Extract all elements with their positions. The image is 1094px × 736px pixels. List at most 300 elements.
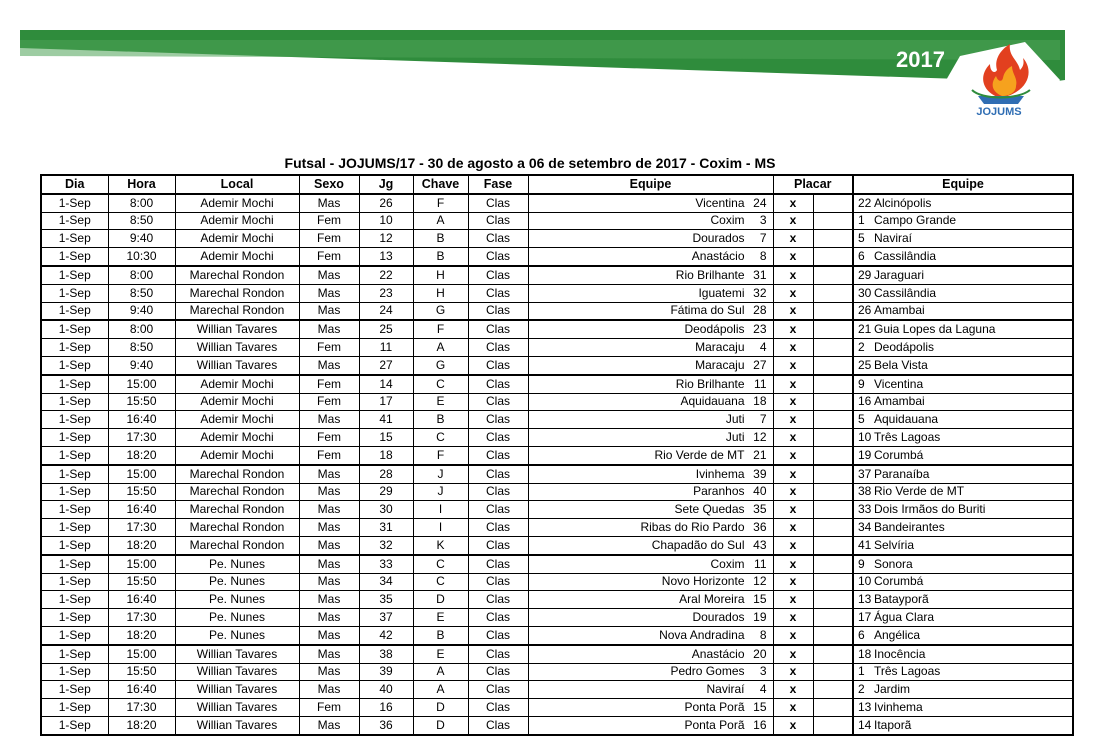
cell-local: Marechal Rondon <box>175 302 299 320</box>
cell-fase: Clas <box>468 212 528 230</box>
team2-name: Itaporã <box>874 717 912 732</box>
col-header-sexo: Sexo <box>299 175 359 194</box>
team1-name: Paranhos <box>693 484 745 499</box>
cell-dia: 1-Sep <box>41 393 108 411</box>
cell-equipe-1 <box>528 302 773 320</box>
cell-jg: 24 <box>359 302 413 320</box>
cell-sexo: Mas <box>299 716 359 734</box>
team2-name: Amambai <box>874 303 925 318</box>
team1-name: Pedro Gomes <box>670 664 745 679</box>
team2-number: 17 <box>858 610 872 625</box>
cell-placar-x: x <box>773 446 813 464</box>
cell-hora: 18:20 <box>108 626 175 644</box>
cell-local: Ademir Mochi <box>175 393 299 411</box>
cell-equipe-2 <box>853 446 1073 464</box>
cell-equipe-2 <box>853 411 1073 429</box>
table-row <box>41 230 1073 248</box>
col-header-equipe-1: Equipe <box>528 175 773 194</box>
col-header-local: Local <box>175 175 299 194</box>
team2-number: 16 <box>858 394 872 409</box>
team1-name: Ivinhema <box>695 466 745 481</box>
cell-hora: 10:30 <box>108 248 175 266</box>
cell-local: Pe. Nunes <box>175 555 299 573</box>
team1-number: 20 <box>753 646 767 661</box>
team1-number: 36 <box>753 520 767 535</box>
cell-fase: Clas <box>468 609 528 627</box>
cell-jg: 33 <box>359 555 413 573</box>
team2-number: 38 <box>858 484 872 499</box>
cell-local: Marechal Rondon <box>175 284 299 302</box>
team1-number: 8 <box>759 249 767 264</box>
cell-chave: G <box>413 302 468 320</box>
cell-hora: 15:50 <box>108 663 175 681</box>
team1-number: 18 <box>753 394 767 409</box>
team1-number: 40 <box>753 484 767 499</box>
cell-placar-x: x <box>773 699 813 717</box>
cell-sexo: Fem <box>299 212 359 230</box>
cell-chave: D <box>413 591 468 609</box>
cell-equipe-2 <box>853 248 1073 266</box>
cell-chave: E <box>413 393 468 411</box>
cell-hora: 16:40 <box>108 411 175 429</box>
team1-name: Deodápolis <box>684 322 745 337</box>
cell-hora: 15:50 <box>108 573 175 591</box>
cell-fase: Clas <box>468 573 528 591</box>
cell-equipe-1 <box>528 716 773 734</box>
cell-hora: 17:30 <box>108 519 175 537</box>
team1-number: 12 <box>753 574 767 589</box>
cell-jg: 37 <box>359 609 413 627</box>
team2-name: Campo Grande <box>874 213 957 228</box>
table-row <box>41 519 1073 537</box>
cell-sexo: Mas <box>299 645 359 663</box>
table-row <box>41 339 1073 357</box>
team1-name: Vicentina <box>695 195 745 210</box>
cell-jg: 23 <box>359 284 413 302</box>
cell-fase: Clas <box>468 536 528 554</box>
cell-jg: 28 <box>359 465 413 483</box>
table-row <box>41 194 1073 212</box>
team2-number: 6 <box>858 249 865 264</box>
cell-hora: 17:30 <box>108 699 175 717</box>
cell-local: Marechal Rondon <box>175 501 299 519</box>
cell-dia: 1-Sep <box>41 536 108 554</box>
cell-placar-blank <box>813 483 853 501</box>
col-header-jg: Jg <box>359 175 413 194</box>
cell-local: Willian Tavares <box>175 681 299 699</box>
cell-hora: 15:00 <box>108 465 175 483</box>
team2-name: Guia Lopes da Laguna <box>874 322 996 337</box>
cell-chave: J <box>413 465 468 483</box>
cell-placar-blank <box>813 465 853 483</box>
cell-hora: 18:20 <box>108 536 175 554</box>
cell-chave: A <box>413 681 468 699</box>
table-row <box>41 465 1073 483</box>
cell-placar-x: x <box>773 284 813 302</box>
cell-placar-x: x <box>773 626 813 644</box>
cell-placar-x: x <box>773 194 813 212</box>
cell-equipe-2 <box>853 194 1073 212</box>
cell-placar-blank <box>813 375 853 393</box>
cell-placar-blank <box>813 302 853 320</box>
cell-jg: 11 <box>359 339 413 357</box>
cell-equipe-1 <box>528 284 773 302</box>
team2-name: Rio Verde de MT <box>874 484 965 499</box>
cell-sexo: Mas <box>299 411 359 429</box>
cell-chave: J <box>413 483 468 501</box>
cell-equipe-1 <box>528 519 773 537</box>
table-row <box>41 248 1073 266</box>
cell-dia: 1-Sep <box>41 609 108 627</box>
cell-fase: Clas <box>468 446 528 464</box>
cell-jg: 15 <box>359 429 413 447</box>
cell-placar-x: x <box>773 681 813 699</box>
cell-equipe-2 <box>853 375 1073 393</box>
cell-chave: C <box>413 375 468 393</box>
team1-number: 11 <box>754 376 767 391</box>
cell-equipe-1 <box>528 266 773 284</box>
team1-number: 35 <box>753 502 767 517</box>
cell-placar-blank <box>813 212 853 230</box>
cell-placar-blank <box>813 339 853 357</box>
team2-name: Água Clara <box>874 610 935 625</box>
cell-dia: 1-Sep <box>41 681 108 699</box>
cell-equipe-1 <box>528 446 773 464</box>
team1-name: Ponta Porã <box>684 717 745 732</box>
cell-placar-x: x <box>773 465 813 483</box>
team1-name: Anastácio <box>691 646 745 661</box>
cell-sexo: Mas <box>299 465 359 483</box>
cell-dia: 1-Sep <box>41 212 108 230</box>
team1-name: Maracaju <box>695 340 745 355</box>
cell-sexo: Mas <box>299 483 359 501</box>
cell-equipe-2 <box>853 429 1073 447</box>
cell-fase: Clas <box>468 699 528 717</box>
cell-fase: Clas <box>468 626 528 644</box>
cell-placar-x: x <box>773 663 813 681</box>
cell-chave: B <box>413 230 468 248</box>
cell-chave: I <box>413 501 468 519</box>
cell-hora: 8:50 <box>108 212 175 230</box>
cell-equipe-1 <box>528 230 773 248</box>
cell-sexo: Mas <box>299 501 359 519</box>
cell-local: Ademir Mochi <box>175 212 299 230</box>
table-row <box>41 626 1073 644</box>
cell-chave: K <box>413 536 468 554</box>
page-title: Futsal - JOJUMS/17 - 30 de agosto a 06 de setembro de 2017 - Coxim - MS <box>284 155 776 171</box>
cell-equipe-1 <box>528 320 773 338</box>
cell-equipe-1 <box>528 536 773 554</box>
cell-chave: H <box>413 266 468 284</box>
team2-name: Cassilândia <box>874 249 937 264</box>
cell-equipe-1 <box>528 411 773 429</box>
cell-equipe-2 <box>853 536 1073 554</box>
cell-placar-blank <box>813 194 853 212</box>
cell-equipe-1 <box>528 573 773 591</box>
cell-fase: Clas <box>468 339 528 357</box>
cell-equipe-1 <box>528 609 773 627</box>
team1-number: 12 <box>753 430 767 445</box>
cell-dia: 1-Sep <box>41 446 108 464</box>
cell-local: Ademir Mochi <box>175 446 299 464</box>
cell-local: Willian Tavares <box>175 356 299 374</box>
cell-sexo: Mas <box>299 573 359 591</box>
cell-sexo: Mas <box>299 194 359 212</box>
cell-equipe-2 <box>853 609 1073 627</box>
cell-hora: 15:00 <box>108 645 175 663</box>
cell-fase: Clas <box>468 483 528 501</box>
cell-dia: 1-Sep <box>41 248 108 266</box>
cell-dia: 1-Sep <box>41 411 108 429</box>
team1-name: Maracaju <box>695 357 745 372</box>
team2-name: Deodápolis <box>874 340 935 355</box>
table-row <box>41 212 1073 230</box>
cell-local: Pe. Nunes <box>175 609 299 627</box>
team1-name: Juti <box>725 430 745 445</box>
schedule-table <box>40 174 1074 736</box>
team2-name: Corumbá <box>874 574 924 589</box>
cell-equipe-1 <box>528 248 773 266</box>
table-row <box>41 645 1073 663</box>
team2-number: 30 <box>858 285 872 300</box>
team2-name: Três Lagoas <box>874 664 941 679</box>
team2-number: 5 <box>858 231 865 246</box>
table-row <box>41 266 1073 284</box>
cell-placar-x: x <box>773 266 813 284</box>
table-row <box>41 536 1073 554</box>
cell-chave: C <box>413 555 468 573</box>
cell-fase: Clas <box>468 248 528 266</box>
cell-jg: 39 <box>359 663 413 681</box>
team2-name: Naviraí <box>874 231 913 246</box>
cell-placar-blank <box>813 248 853 266</box>
cell-local: Ademir Mochi <box>175 411 299 429</box>
cell-dia: 1-Sep <box>41 284 108 302</box>
cell-fase: Clas <box>468 645 528 663</box>
team2-number: 33 <box>858 502 872 517</box>
cell-placar-blank <box>813 393 853 411</box>
cell-placar-x: x <box>773 483 813 501</box>
team2-name: Batayporã <box>874 592 929 607</box>
cell-equipe-2 <box>853 212 1073 230</box>
cell-equipe-2 <box>853 716 1073 734</box>
cell-jg: 29 <box>359 483 413 501</box>
team2-number: 14 <box>858 717 872 732</box>
team2-name: Corumbá <box>874 447 924 462</box>
cell-local: Ademir Mochi <box>175 429 299 447</box>
table-row <box>41 591 1073 609</box>
cell-equipe-2 <box>853 266 1073 284</box>
table-row <box>41 302 1073 320</box>
team1-number: 3 <box>759 664 767 679</box>
cell-placar-blank <box>813 626 853 644</box>
cell-placar-x: x <box>773 230 813 248</box>
cell-equipe-1 <box>528 375 773 393</box>
cell-fase: Clas <box>468 681 528 699</box>
cell-placar-blank <box>813 573 853 591</box>
cell-hora: 8:50 <box>108 284 175 302</box>
cell-jg: 12 <box>359 230 413 248</box>
team1-name: Aral Moreira <box>679 592 745 607</box>
team2-number: 29 <box>858 267 872 282</box>
team2-number: 19 <box>858 447 872 462</box>
cell-placar-x: x <box>773 429 813 447</box>
cell-placar-blank <box>813 266 853 284</box>
team2-number: 10 <box>858 574 872 589</box>
cell-jg: 14 <box>359 375 413 393</box>
cell-placar-x: x <box>773 519 813 537</box>
team1-name: Iguatemi <box>698 285 745 300</box>
cell-fase: Clas <box>468 716 528 734</box>
cell-equipe-2 <box>853 320 1073 338</box>
cell-jg: 27 <box>359 356 413 374</box>
cell-placar-blank <box>813 609 853 627</box>
cell-equipe-2 <box>853 339 1073 357</box>
team2-number: 10 <box>858 430 872 445</box>
team1-number: 15 <box>753 592 767 607</box>
cell-sexo: Mas <box>299 591 359 609</box>
cell-placar-blank <box>813 555 853 573</box>
cell-dia: 1-Sep <box>41 716 108 734</box>
team2-name: Angélica <box>874 627 921 642</box>
cell-placar-x: x <box>773 339 813 357</box>
table-row <box>41 716 1073 734</box>
team2-name: Amambai <box>874 394 925 409</box>
team2-name: Selvíria <box>874 537 915 552</box>
team1-name: Coxim <box>710 556 745 571</box>
team1-name: Aquidauana <box>680 394 745 409</box>
cell-jg: 34 <box>359 573 413 591</box>
cell-sexo: Fem <box>299 375 359 393</box>
team2-name: Bandeirantes <box>874 520 945 535</box>
cell-dia: 1-Sep <box>41 645 108 663</box>
cell-dia: 1-Sep <box>41 429 108 447</box>
cell-chave: B <box>413 626 468 644</box>
cell-chave: D <box>413 716 468 734</box>
team1-name: Rio Brilhante <box>675 267 745 282</box>
header-banner <box>0 0 1094 140</box>
cell-local: Marechal Rondon <box>175 536 299 554</box>
cell-hora: 15:50 <box>108 393 175 411</box>
cell-placar-x: x <box>773 501 813 519</box>
cell-chave: B <box>413 248 468 266</box>
cell-sexo: Mas <box>299 609 359 627</box>
team1-number: 3 <box>759 213 767 228</box>
cell-placar-blank <box>813 411 853 429</box>
team1-number: 4 <box>759 340 767 355</box>
team2-number: 5 <box>858 412 865 427</box>
cell-equipe-1 <box>528 555 773 573</box>
cell-equipe-2 <box>853 302 1073 320</box>
team2-number: 34 <box>858 520 872 535</box>
team1-name: Ponta Porã <box>684 700 745 714</box>
cell-chave: C <box>413 429 468 447</box>
cell-dia: 1-Sep <box>41 194 108 212</box>
cell-hora: 9:40 <box>108 302 175 320</box>
cell-placar-x: x <box>773 645 813 663</box>
cell-sexo: Fem <box>299 230 359 248</box>
cell-sexo: Mas <box>299 663 359 681</box>
team2-number: 1 <box>858 664 865 679</box>
cell-equipe-1 <box>528 626 773 644</box>
cell-placar-blank <box>813 501 853 519</box>
cell-equipe-1 <box>528 429 773 447</box>
cell-dia: 1-Sep <box>41 266 108 284</box>
team2-name: Inocência <box>874 646 926 661</box>
cell-local: Ademir Mochi <box>175 248 299 266</box>
team1-number: 43 <box>753 537 767 552</box>
cell-placar-blank <box>813 284 853 302</box>
cell-hora: 16:40 <box>108 681 175 699</box>
team2-number: 1 <box>858 213 865 228</box>
cell-equipe-2 <box>853 483 1073 501</box>
team1-name: Dourados <box>692 610 745 625</box>
cell-equipe-2 <box>853 663 1073 681</box>
cell-hora: 8:00 <box>108 266 175 284</box>
cell-equipe-1 <box>528 212 773 230</box>
team1-number: 23 <box>753 322 767 337</box>
cell-hora: 9:40 <box>108 230 175 248</box>
cell-fase: Clas <box>468 393 528 411</box>
cell-chave: G <box>413 356 468 374</box>
cell-placar-blank <box>813 446 853 464</box>
team2-name: Aquidauana <box>874 412 939 427</box>
cell-hora: 16:40 <box>108 501 175 519</box>
table-row <box>41 320 1073 338</box>
table-row <box>41 429 1073 447</box>
team1-name: Rio Brilhante <box>675 376 745 391</box>
table-row <box>41 573 1073 591</box>
team2-name: Sonora <box>874 556 913 571</box>
team1-number: 24 <box>753 195 767 210</box>
cell-sexo: Fem <box>299 699 359 717</box>
cell-equipe-2 <box>853 555 1073 573</box>
col-header-chave: Chave <box>413 175 468 194</box>
cell-jg: 40 <box>359 681 413 699</box>
table-header-row <box>41 175 1073 194</box>
team1-name: Dourados <box>692 231 745 246</box>
cell-placar-x: x <box>773 248 813 266</box>
team1-number: 28 <box>753 303 767 318</box>
team1-number: 31 <box>753 267 767 282</box>
cell-chave: C <box>413 573 468 591</box>
cell-hora: 18:20 <box>108 716 175 734</box>
cell-placar-x: x <box>773 591 813 609</box>
team1-name: Fátima do Sul <box>670 303 745 318</box>
cell-sexo: Mas <box>299 302 359 320</box>
team2-number: 21 <box>858 322 872 337</box>
cell-equipe-2 <box>853 465 1073 483</box>
cell-dia: 1-Sep <box>41 626 108 644</box>
col-header-fase: Fase <box>468 175 528 194</box>
cell-local: Willian Tavares <box>175 699 299 717</box>
cell-sexo: Mas <box>299 356 359 374</box>
cell-local: Willian Tavares <box>175 645 299 663</box>
team2-number: 37 <box>858 466 872 481</box>
cell-fase: Clas <box>468 591 528 609</box>
cell-placar-blank <box>813 591 853 609</box>
cell-dia: 1-Sep <box>41 699 108 717</box>
team1-number: 4 <box>759 682 767 697</box>
cell-chave: F <box>413 320 468 338</box>
cell-dia: 1-Sep <box>41 302 108 320</box>
team1-number: 8 <box>759 627 767 642</box>
cell-placar-x: x <box>773 393 813 411</box>
team1-number: 27 <box>753 357 767 372</box>
cell-equipe-2 <box>853 591 1073 609</box>
cell-dia: 1-Sep <box>41 483 108 501</box>
cell-placar-x: x <box>773 573 813 591</box>
